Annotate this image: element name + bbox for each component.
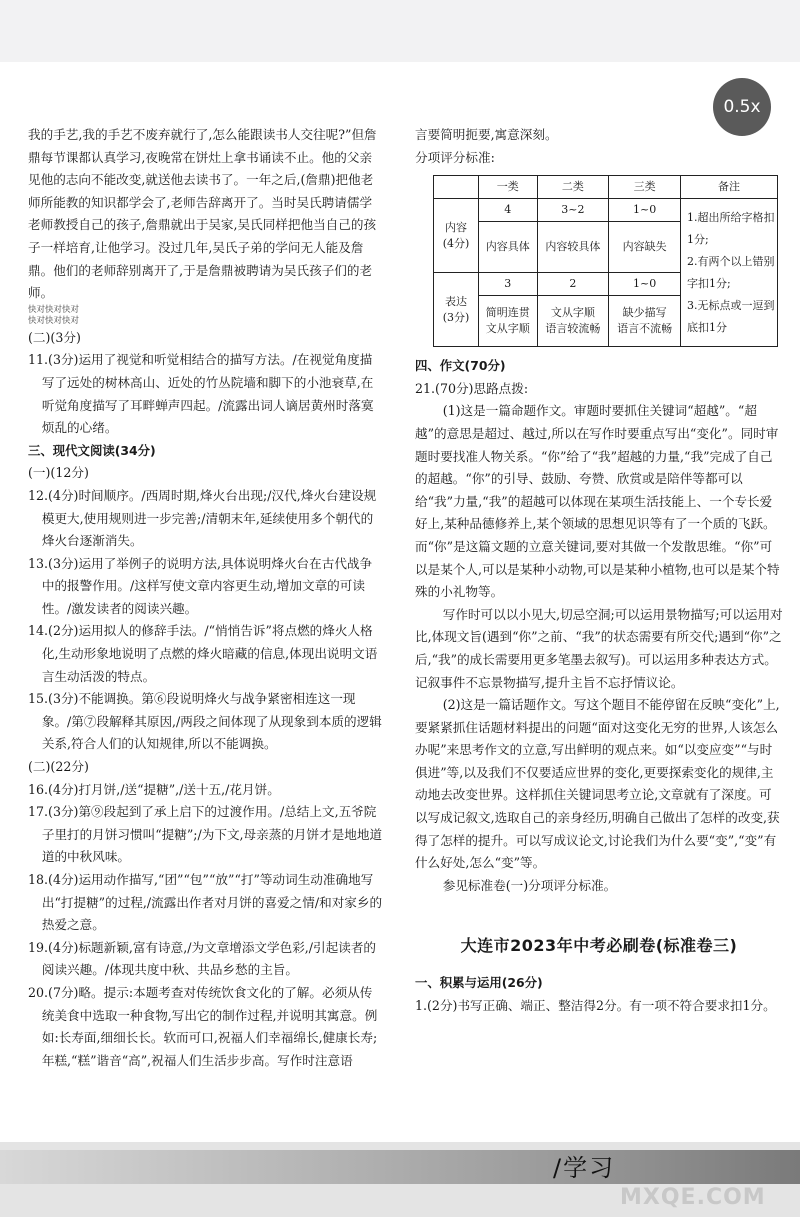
answer-paragraph: 13.(3分)运用了举例子的说明方法,具体说明烽火台在古代战争中的报警作用。/这样写使文章内容更生动,增加文章的可读性。/激发读者的阅读兴趣。 xyxy=(28,555,373,616)
answer-paragraph: (1)这是一篇命题作文。审题时要抓住关键词“超越”。“超越”的意思是超过、越过,所以在写作时要重点写出“变化”。同时审题时要找准人物关系。“你”给了“我”超越的力量,“我”完成了自己的超越。“你”的引导、鼓励、夸赞、欣赏或是陪伴等都可以给“我”力量,“我”的超越可以体现在某项生活技能上、一个专长爱好上,某种品德修养上,某个领域的思想见识等有了一个质的飞跃。而“你”是这篇文题的立意关键词,要对其做一个发散思维。“你”可以是某个人,可以是某种小动物,可以是某种小植物,也可以是某个特殊的小礼物等。 xyxy=(415,403,780,600)
score-cell: 1~0 xyxy=(609,199,681,222)
answer-paragraph: 12.(4分)时间顺序。/西周时期,烽火台出现;/汉代,烽火台建设规模更大,使用规则进一步完善;/清朝末年,延续使用多个朝代的烽火台逐渐消失。 xyxy=(28,487,377,549)
answer-paragraph: (二)(22分) xyxy=(28,759,89,775)
answer-paragraph: 14.(2分)运用拟人的修辞手法。/“悄悄告诉”将点燃的烽火人格化,生动形象地说明了点燃的烽火暗藏的信息,体现出说明文语言生动活泼的特点。 xyxy=(28,623,378,684)
scoring-table xyxy=(433,175,778,347)
table-header-cell: 备注 xyxy=(681,176,778,199)
answer-paragraph: 21.(70分)思路点拨: xyxy=(415,380,529,396)
remarks-cell: 1.超出所给字格扣1分; 2.有两个以上错别字扣1分; 3.无标点或一逗到底扣1分 xyxy=(681,199,778,347)
section-heading: 四、作文(70分) xyxy=(415,358,506,374)
answer-paragraph: 写作时可以以小见大,切忌空洞;可以运用景物描写;可以运用对比,体现文旨(遇到“你”之前、“我”的状态需要有所交代;遇到“你”之后,“我”的成长需要用更多笔墨去叙写)。可以运用多种表达方式。记叙事件不忘景物描写,提升主旨不忘抒情议论。 xyxy=(415,606,783,690)
table-row xyxy=(434,199,778,222)
answer-paragraph: (2)这是一篇话题作文。写这个题目不能停留在反映“变化”上,要紧紧抓住话题材料提出的问题“面对这变化无穷的世界,人该怎么办呢”来思考作文的立意,写出鲜明的观点来。如“以变应变”“与时俱进”等,以及我们不仅要适应世界的变化,更要探索变化的规律,主动地去改变世界。这样抓住关键词思考立论,文章就有了深度。可以写成记叙文,选取自己的亲身经历,明确自己做出了怎样的改变,获得了怎样的提升。可以写成议论文,讨论我们为什么要“变”,“变”有什么好处,怎么“变”等。 xyxy=(415,697,780,871)
answer-paragraph: 19.(4分)标题新颖,富有诗意,/为文章增添文学色彩,/引起读者的阅读兴趣。/体现共度中秋、共品乡愁的主旨。 xyxy=(28,939,377,978)
answer-paragraph: 17.(3分)第⑨段起到了承上启下的过渡作用。/总结上文,五爷院子里打的月饼习惯叫“提糖”;/为下文,母亲蒸的月饼才是地地道道的中秋风味。 xyxy=(28,804,383,865)
answer-paragraph: 言要简明扼要,寓意深刻。 xyxy=(415,127,558,142)
answer-paragraph: 11.(3分)运用了视觉和听觉相结合的描写方法。/在视觉角度描写了远处的树林高山、近处的竹丛院墙和脚下的小池衰草,在听觉角度描写了耳畔蝉声四起。/流露出词人谪居黄州时落寞烦乱的心绪。 xyxy=(28,352,374,436)
right-column xyxy=(415,124,783,1017)
score-cell: 1~0 xyxy=(609,273,681,296)
viewer-top-bar xyxy=(0,0,800,62)
footer-label: /学习 xyxy=(553,1154,616,1182)
row-label-expression: 表达 (3分) xyxy=(434,273,479,347)
score-cell: 4 xyxy=(479,199,538,222)
section-title: 大连市2023年中考必刷卷(标准卷三) xyxy=(460,936,738,956)
answer-paragraph: (二)(3分) xyxy=(28,329,81,345)
answer-paragraph: 分项评分标准: xyxy=(415,149,495,165)
desc-cell: 简明连贯 文从字顺 xyxy=(479,296,538,347)
table-header-cell: 三类 xyxy=(609,176,681,199)
section-heading: 三、现代文阅读(34分) xyxy=(28,442,156,458)
table-header-row xyxy=(434,176,778,199)
stamp-text: 快对快对快对 快对快对快对 xyxy=(28,304,80,326)
table-header-cell: 二类 xyxy=(537,176,609,199)
answer-paragraph: 18.(4分)运用动作描写,“团”“包”“放”“打”等动词生动准确地写出“打提糖”的过程,/流露出作者对月饼的喜爱之情/和对家乡的热爱之意。 xyxy=(28,872,383,933)
score-cell: 3 xyxy=(479,273,538,296)
desc-cell: 缺少描写 语言不流畅 xyxy=(609,296,681,347)
footer-band xyxy=(0,1150,800,1184)
answer-paragraph: (一)(12分) xyxy=(28,465,89,481)
desc-cell: 文从字顺 语言较流畅 xyxy=(537,296,609,347)
watermark-logo: MXQE.COM xyxy=(620,1185,766,1210)
section-subheading: 一、积累与运用(26分) xyxy=(415,975,543,991)
answer-paragraph: 16.(4分)打月饼,/送“提糖”,/送十五,/花月饼。 xyxy=(28,781,280,797)
table-header-cell xyxy=(434,176,479,199)
answer-paragraph: 15.(3分)不能调换。第⑥段说明烽火与战争紧密相连这一现象。/第⑦段解释其原因,/两段之间体现了从现象到本质的逻辑关系,符合人们的认知规律,所以不能调换。 xyxy=(28,691,382,752)
desc-cell: 内容较具体 xyxy=(537,222,609,273)
score-cell: 2 xyxy=(537,273,609,296)
desc-cell: 内容具体 xyxy=(479,222,538,273)
table-header-cell: 一类 xyxy=(479,176,538,199)
left-column xyxy=(28,124,384,1072)
answer-paragraph: 1.(2分)书写正确、端正、整洁得2分。有一项不符合要求扣1分。 xyxy=(415,997,776,1013)
answer-paragraph: 20.(7分)略。提示:本题考查对传统饮食文化的了解。必须从传统美食中选取一种食物,写出它的制作过程,并说明其寓意。例如:长寿面,细细长长。软而可口,祝福人们幸福绵长,健康长寿;年糕,“糕”谐音“高”,祝福人们生活步步高。写作时注意语 xyxy=(28,984,378,1068)
score-cell: 3~2 xyxy=(537,199,609,222)
zoom-level-button[interactable]: 0.5x xyxy=(713,78,771,136)
row-label-content: 内容 (4分) xyxy=(434,199,479,273)
answer-paragraph: 参见标准卷(一)分项评分标准。 xyxy=(442,877,617,893)
desc-cell: 内容缺失 xyxy=(609,222,681,273)
answer-paragraph: 我的手艺,我的手艺不废弃就行了,怎么能跟读书人交往呢?”但詹鼎每节课都认真学习,夜晚常在饼灶上拿书诵读不止。他的父亲见他的志向不能改变,就送他去读书了。一年之后,(詹鼎)把他老师所能教的知识都学会了,老师告辞离开了。当时吴氏聘请儒学老师教授自己的孩子,詹鼎就出于吴家,吴氏同样把他当自己的孩子一样培育,让他学习。没过几年,吴氏子弟的学问无人能及詹鼎。他们的老师辞别离开了,于是詹鼎被聘请为吴氏孩子们的老师。 xyxy=(28,127,377,301)
